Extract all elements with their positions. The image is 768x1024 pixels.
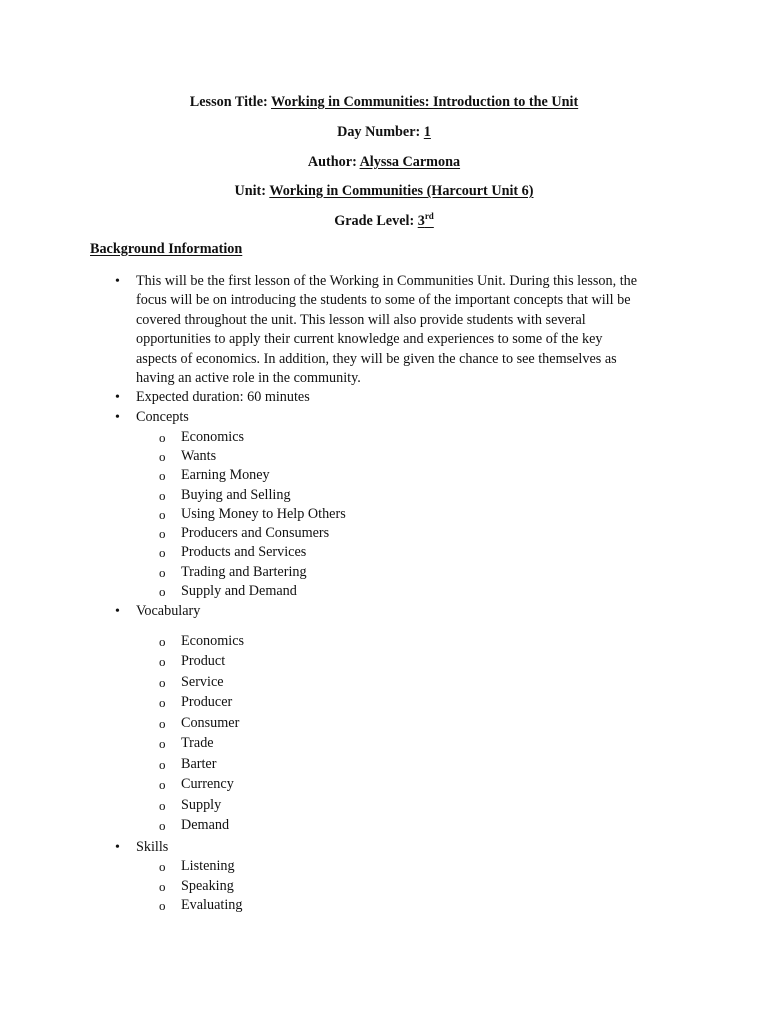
sub-bullet-marker: o bbox=[159, 584, 166, 599]
concept-item: Wants bbox=[181, 448, 217, 464]
grade-level-value: 3 bbox=[417, 213, 425, 229]
grade-level-label: Grade Level: bbox=[334, 213, 415, 229]
day-number-value: 1 bbox=[423, 124, 431, 140]
sub-bullet-marker: o bbox=[159, 488, 166, 503]
unit-line bbox=[0, 182, 768, 201]
vocabulary-item: Producer bbox=[181, 694, 233, 710]
sub-bullet-marker: o bbox=[159, 818, 166, 833]
vocabulary-item: Consumer bbox=[181, 715, 240, 731]
grade-level-value-wrap bbox=[418, 213, 434, 229]
concept-item: Products and Services bbox=[181, 544, 307, 560]
sub-bullet-marker: o bbox=[159, 859, 166, 874]
expected-duration: Expected duration: 60 minutes bbox=[136, 389, 310, 405]
unit-value: Working in Communities (Harcourt Unit 6) bbox=[269, 183, 534, 199]
sub-bullet-marker: o bbox=[159, 565, 166, 580]
paragraph-line: This will be the first lesson of the Working in Communities Unit. During this lesson, the bbox=[136, 273, 638, 289]
author-value: Alyssa Carmona bbox=[359, 154, 461, 170]
vocabulary-item: Economics bbox=[181, 633, 245, 649]
paragraph-line: having an active role in the community. bbox=[136, 370, 361, 387]
concept-item: Producers and Consumers bbox=[181, 525, 330, 541]
vocabulary-item: Service bbox=[181, 674, 224, 690]
unit-label: Unit: bbox=[234, 183, 267, 199]
paragraph-line: opportunities to apply their current knowledge and experiences to some of the key bbox=[136, 331, 603, 348]
paragraph-line: covered throughout the unit. This lesson will also provide students with several bbox=[136, 311, 586, 328]
skill-item: Listening bbox=[181, 858, 235, 874]
day-number-line bbox=[0, 123, 768, 142]
concepts-label: Concepts bbox=[136, 409, 189, 425]
sub-bullet-marker: o bbox=[159, 675, 166, 690]
bullet-marker: • bbox=[115, 604, 120, 619]
sub-bullet-marker: o bbox=[159, 716, 166, 731]
sub-bullet-marker: o bbox=[159, 526, 166, 541]
sub-bullet-marker: o bbox=[159, 507, 166, 522]
bullet-marker: • bbox=[115, 390, 120, 405]
paragraph-line: focus will be on introducing the students to some of the important concepts that will be bbox=[136, 292, 631, 309]
sub-bullet-marker: o bbox=[159, 798, 166, 813]
concept-item: Economics bbox=[181, 429, 245, 445]
lesson-title-label: Lesson Title: bbox=[189, 94, 268, 110]
vocabulary-label: Vocabulary bbox=[136, 603, 201, 619]
concept-item: Supply and Demand bbox=[181, 583, 297, 599]
vocabulary-item: Barter bbox=[181, 756, 217, 772]
sub-bullet-marker: o bbox=[159, 430, 166, 445]
sub-bullet-marker: o bbox=[159, 634, 166, 649]
sub-bullet-marker: o bbox=[159, 736, 166, 751]
background-paragraph bbox=[136, 272, 676, 388]
vocabulary-item: Product bbox=[181, 653, 226, 669]
skill-item: Evaluating bbox=[181, 897, 243, 913]
concept-item: Using Money to Help Others bbox=[181, 506, 346, 522]
bullet-marker: • bbox=[115, 840, 120, 855]
author-label: Author: bbox=[307, 154, 357, 170]
background-heading: Background Information bbox=[90, 241, 243, 257]
vocabulary-item: Demand bbox=[181, 817, 230, 833]
grade-level-suffix: rd bbox=[424, 211, 434, 221]
sub-bullet-marker: o bbox=[159, 654, 166, 669]
day-number-label: Day Number: bbox=[337, 124, 421, 140]
sub-bullet-marker: o bbox=[159, 898, 166, 913]
lesson-title-value: Working in Communities: Introduction to the Unit bbox=[271, 94, 579, 110]
sub-bullet-marker: o bbox=[159, 757, 166, 772]
lesson-title-line bbox=[0, 93, 768, 112]
author-line bbox=[0, 153, 768, 172]
grade-level-line bbox=[0, 212, 768, 231]
sub-bullet-marker: o bbox=[159, 777, 166, 792]
sub-bullet-marker: o bbox=[159, 468, 166, 483]
sub-bullet-marker: o bbox=[159, 695, 166, 710]
concept-item: Buying and Selling bbox=[181, 487, 291, 503]
bullet-marker: • bbox=[115, 410, 120, 425]
sub-bullet-marker: o bbox=[159, 879, 166, 894]
sub-bullet-marker: o bbox=[159, 449, 166, 464]
concept-item: Earning Money bbox=[181, 467, 270, 483]
paragraph-line: aspects of economics. In addition, they will be given the chance to see themselves as bbox=[136, 350, 617, 367]
vocabulary-item: Supply bbox=[181, 797, 222, 813]
sub-bullet-marker: o bbox=[159, 545, 166, 560]
skill-item: Speaking bbox=[181, 878, 234, 894]
skills-label: Skills bbox=[136, 839, 169, 855]
vocabulary-item: Currency bbox=[181, 776, 234, 792]
vocabulary-item: Trade bbox=[181, 735, 214, 751]
bullet-marker: • bbox=[115, 274, 120, 289]
concept-item: Trading and Bartering bbox=[181, 564, 307, 580]
